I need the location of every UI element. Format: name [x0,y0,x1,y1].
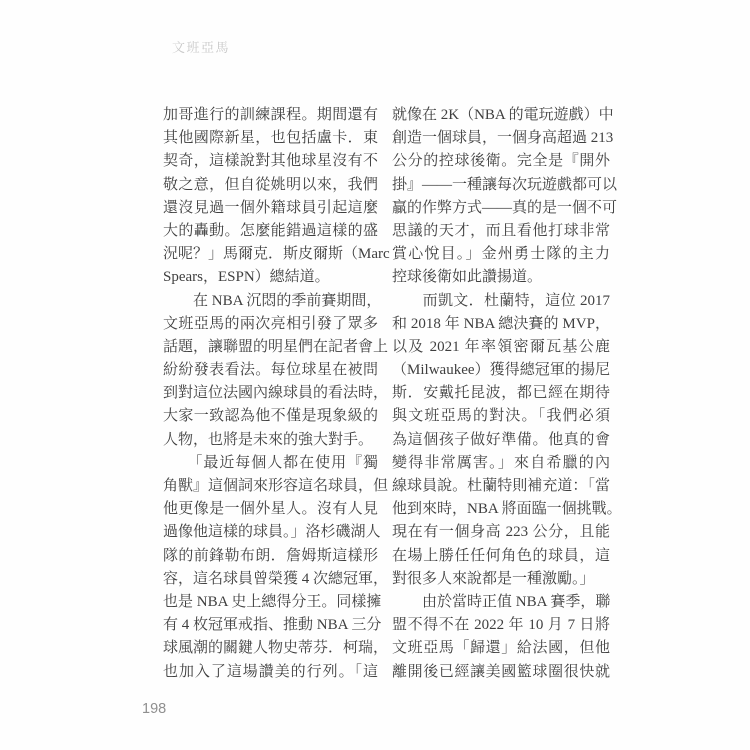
left-column [163,104,390,684]
text-line: 以及 2021 年率領密爾瓦基公鹿 [392,338,610,355]
text-line: 離開後已經讓美國籃球圈很快就 [392,663,610,680]
text-line: 「最近每個人都在使用『獨 [163,454,378,471]
text-line: 文班亞馬的兩次亮相引發了眾多 [163,315,378,332]
text-line: 在場上勝任任何角色的球員，這 [392,547,610,564]
text-line: 斯．安戴托昆波，都已經在期待 [392,385,610,402]
text-line: 由於當時正值 NBA 賽季，聯 [392,593,611,610]
text-line: 控球後衛如此讚揚道。 [392,269,543,286]
text-line: 和 2018 年 NBA 總決賽的 MVP， [392,315,610,332]
text-line: 而凱文．杜蘭特，這位 2017 [392,292,610,309]
text-line: 也加入了這場讚美的行列。「這 [163,663,378,680]
text-line: （Milwaukee）獲得總冠軍的揚尼 [392,362,610,379]
text-line: 過像他這樣的球員。」洛杉磯湖人 [163,524,381,541]
text-line: 大家一致認為他不僅是現象級的 [163,408,378,425]
text-line: 球風潮的關鍵人物史蒂芬．柯瑞， [163,640,389,657]
text-line: 在 NBA 沉悶的季前賽期間， [163,292,382,309]
text-line: 就像在 2K（NBA 的電玩遊戲）中 [392,107,614,123]
text-columns [163,104,622,684]
text-line: 有 4 枚冠軍戒指、推動 NBA 三分 [163,617,382,634]
text-line: 其他國際新星，也包括盧卡．東 [163,130,378,147]
text-line: 紛紛發表看法。每位球星在被問 [163,362,378,379]
text-line: 贏的作弊方式——真的是一個不可 [392,199,618,216]
text-line: 況呢？」馬爾克．斯皮爾斯（Marc [163,246,390,263]
text-line: 賞心悅目。」金州勇士隊的主力 [392,246,610,263]
text-line: 角獸』這個詞來形容這名球員，但 [163,478,389,494]
text-line: 為這個孩子做好準備。他真的會 [392,431,610,448]
text-line: 話題，讓聯盟的明星們在記者會上 [163,338,389,355]
text-line: 文班亞馬「歸還」給法國，但他 [392,640,610,657]
text-line: 與文班亞馬的對決。「我們必須 [392,408,610,425]
right-column [392,104,622,684]
text-line: 思議的天才，而且看他打球非常 [392,222,610,239]
text-line: 掛』——一種讓每次玩遊戲都可以 [392,176,618,193]
page-number: 198 [142,701,167,717]
text-line: 創造一個球員，一個身高超過 213 [392,130,614,147]
text-line: 到對這位法國內線球員的看法時， [163,385,389,402]
text-line: 大的轟動。怎麼能錯過這樣的盛 [163,222,378,239]
text-line: 容，這名球員曾榮獲 4 次總冠軍， [163,570,389,587]
text-line: 敬之意，但自從姚明以來，我們 [163,176,378,193]
text-line: 變得非常厲害。」來自希臘的內 [392,454,610,471]
text-line: 還沒見過一個外籍球員引起這麼 [163,199,378,216]
text-line: 契奇，這樣說對其他球星沒有不 [163,153,378,170]
text-line: 他到來時，NBA 將面臨一個挑戰。 [392,501,622,518]
text-line: 加哥進行的訓練課程。期間還有 [163,107,378,123]
text-line: 人物，也將是未來的強大對手。 [163,431,374,448]
text-line: 線球員說。杜蘭特則補充道：「當 [392,478,610,494]
text-line: 公分的控球後衛。完全是『開外 [392,153,610,170]
text-line: 隊的前鋒勒布朗．詹姆斯這樣形 [163,547,378,564]
text-line: 現在有一個身高 223 公分，且能 [392,524,610,541]
text-line: 也是 NBA 史上總得分王。同樣擁 [163,593,382,610]
text-line: 對很多人來說都是一種激勵。」 [392,570,595,587]
text-line: 他更像是一個外星人。沒有人見 [163,501,378,518]
running-header: 文班亞馬 [172,40,231,55]
text-line: 盟不得不在 2022 年 10 月 7 日將 [392,617,610,634]
text-line: Spears，ESPN）總結道。 [163,269,330,286]
